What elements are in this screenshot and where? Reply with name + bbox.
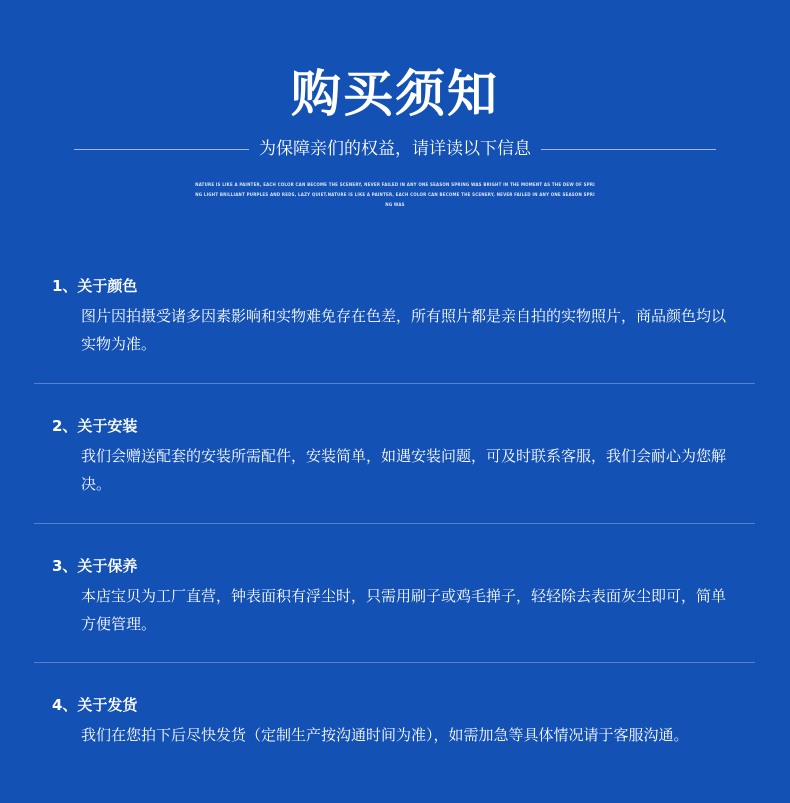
subtitle-left-rule <box>74 149 249 150</box>
section-body: 图片因拍摄受诸多因素影响和实物难免存在色差，所有照片都是亲自拍的实物照片，商品颜色均以实物为准。 <box>81 307 727 353</box>
page-title: 购买须知 <box>291 65 499 123</box>
section-installation <box>52 412 742 498</box>
section-color <box>52 272 742 358</box>
section-title: 2、关于安装 <box>52 417 138 435</box>
section-body: 我们会赠送配套的安装所需配件，安装简单，如遇安装问题，可及时联系客服，我们会耐心为您解决。 <box>81 447 727 493</box>
decorative-fine-print: NATURE IS LIKE A PAINTER, EACH COLOR CAN BECOME THE SCENERY, NEVER FAILED IN ANY ONE SEASON SPRING WAS BRIGHT IN THE MOMENT AS THE DEW OF SPRING LIGHT BRILLIANT PURPLES AND REDS, LAZY QUIET.NATURE IS LIKE A PAINTER, EACH COLOR CAN BECOME THE SCENERY, NEVER FAILED IN ANY ONE SEASON SPRING WAS <box>195 182 595 207</box>
section-divider <box>34 662 755 663</box>
subtitle-row <box>74 136 716 162</box>
section-maintenance <box>52 552 742 638</box>
subtitle-right-rule <box>541 149 716 150</box>
section-title: 4、关于发货 <box>52 696 138 714</box>
section-title: 3、关于保养 <box>52 557 138 575</box>
section-body: 我们在您拍下后尽快发货（定制生产按沟通时间为准），如需加急等具体情况请于客服沟通。 <box>81 726 689 744</box>
section-title: 1、关于颜色 <box>52 277 138 295</box>
section-divider <box>34 523 755 524</box>
section-shipping <box>52 691 742 749</box>
page-subtitle: 为保障亲们的权益，请详读以下信息 <box>259 139 531 159</box>
section-body: 本店宝贝为工厂直营，钟表面积有浮尘时，只需用刷子或鸡毛掸子，轻轻除去表面灰尘即可，简单方便管理。 <box>81 587 727 633</box>
section-divider <box>34 383 755 384</box>
